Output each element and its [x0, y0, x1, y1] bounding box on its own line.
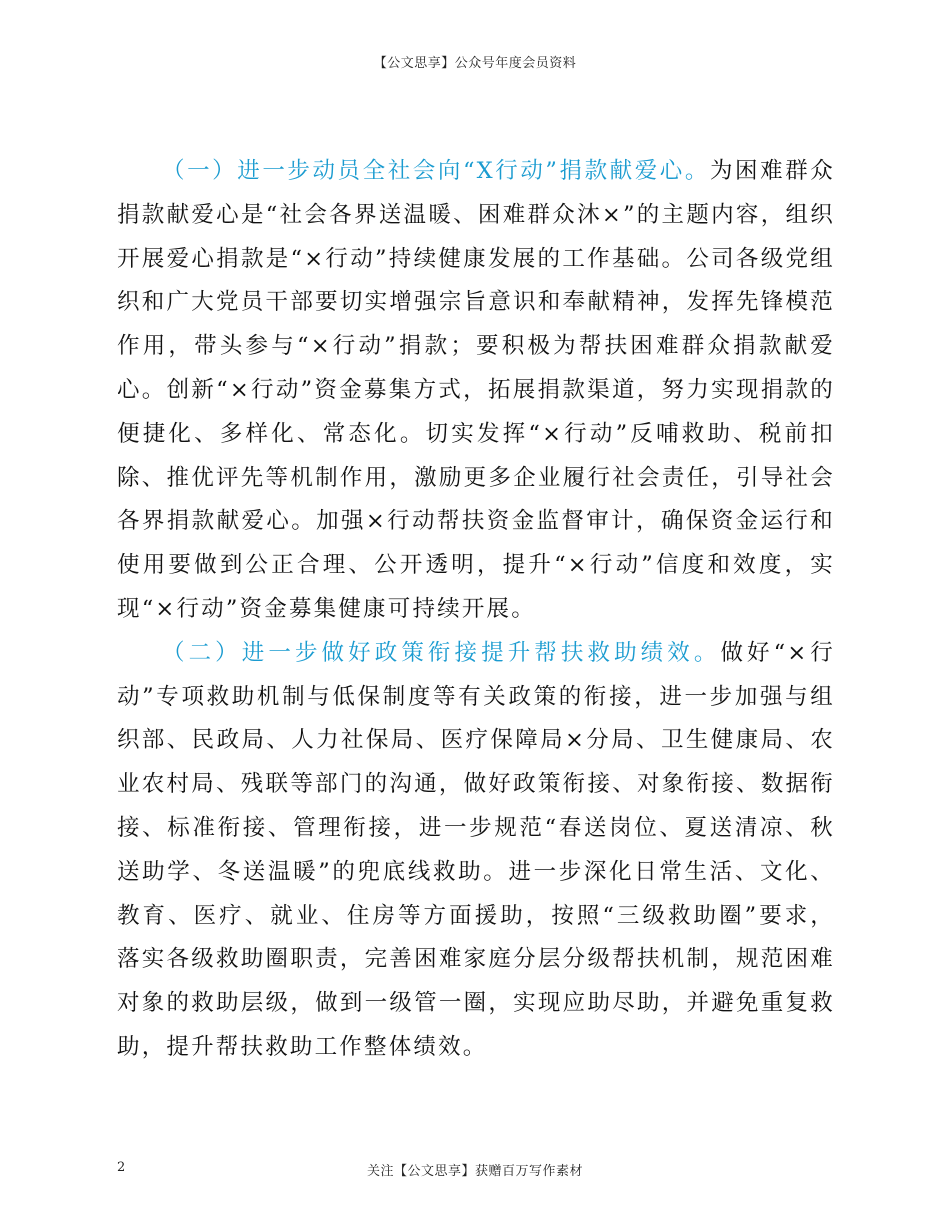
paragraph-2-body: 做好“×行动”专项救助机制与低保制度等有关政策的衔接，进一步加强与组织部、民政局、人力社保局、医疗保障局×分局、卫生健康局、农业农村局、残联等部门的沟通，做好政策衔接、对象衔接、数据衔接、标准衔接、管理衔接，进一步规范“春送岗位、夏送清凉、秋送助学、冬送温暖”的兜底线救助。进一步深化日常生活、文化、教育、医疗、就业、住房等方面援助，按照“三级救助圈”要求，落实各级救助圈职责，完善困难家庭分层分级帮扶机制，规范困难对象的救助层级，做到一级管一圈，实现应助尽助，并避免重复救助，提升帮扶救助工作整体绩效。 [117, 639, 836, 1060]
paragraph-1 [117, 150, 835, 632]
paragraph-1-body: 为困难群众捐款献爱心是“社会各界送温暖、困难群众沐×”的主题内容，组织开展爱心捐款是“×行动”持续健康发展的工作基础。公司各级党组织和广大党员干部要切实增强宗旨意识和奉献精神，发挥先锋模范作用，带头参与“×行动”捐款；要积极为帮扶困难群众捐款献爱心。创新“×行动”资金募集方式，拓展捐款渠道，努力实现捐款的便捷化、多样化、常态化。切实发挥“×行动”反哺救助、税前扣除、推优评先等机制作用，激励更多企业履行社会责任，引导社会各界捐款献爱心。加强×行动帮扶资金监督审计，确保资金运行和使用要做到公正合理、公开透明，提升“×行动”信度和效度，实现“×行动”资金募集健康可持续开展。 [117, 158, 835, 622]
page-header: 【公文思享】公众号年度会员资料 [373, 56, 577, 71]
page-number: 2 [117, 1160, 126, 1175]
document-body [117, 150, 835, 1070]
section-heading-2: （二）进一步做好政策衔接提升帮扶救助绩效。 [162, 639, 721, 666]
section-heading-1: （一）进一步动员全社会向“X行动”捐款献爱心。 [162, 158, 710, 184]
page-footer: 关注【公文思享】获赠百万写作素材 [366, 1164, 583, 1179]
paragraph-2 [117, 632, 835, 1070]
